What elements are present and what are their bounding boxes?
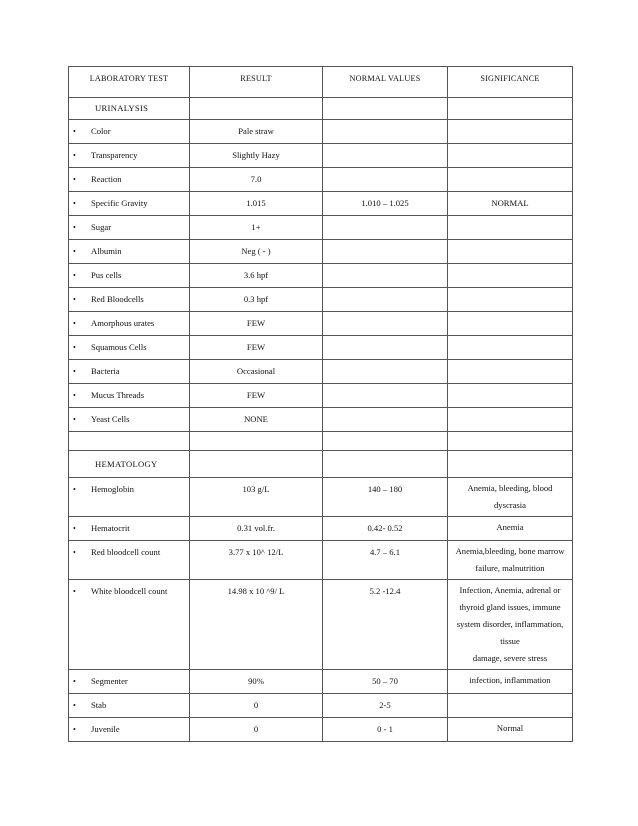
test-name-cell bbox=[69, 517, 190, 541]
test-name: Hematocrit bbox=[91, 523, 130, 533]
section-row-urinalysis bbox=[69, 98, 573, 120]
significance-cell bbox=[448, 288, 573, 312]
normal-values-cell bbox=[323, 168, 448, 192]
significance-cell: NORMAL bbox=[448, 192, 573, 216]
header-result: RESULT bbox=[190, 67, 323, 98]
significance-cell bbox=[448, 168, 573, 192]
result-cell: 0 bbox=[190, 694, 323, 718]
significance-cell bbox=[448, 517, 573, 541]
test-name-cell bbox=[69, 670, 190, 694]
test-name: Amorphous urates bbox=[91, 318, 155, 328]
test-name: Juvenile bbox=[91, 724, 120, 734]
result-cell: FEW bbox=[190, 336, 323, 360]
result-cell: Slightly Hazy bbox=[190, 144, 323, 168]
test-name: Transparency bbox=[91, 150, 138, 160]
spacer-row bbox=[69, 432, 573, 451]
test-name-cell bbox=[69, 694, 190, 718]
result-cell: 0.3 hpf bbox=[190, 288, 323, 312]
test-name: Bacteria bbox=[91, 366, 120, 376]
test-name: Pus cells bbox=[91, 270, 122, 280]
bullet-icon: • bbox=[73, 391, 76, 400]
test-name: Albumin bbox=[91, 246, 122, 256]
significance-line: Normal bbox=[496, 723, 524, 733]
normal-values-cell: 4.7 – 6.1 bbox=[323, 541, 448, 580]
bullet-icon: • bbox=[73, 485, 76, 494]
test-name-cell bbox=[69, 541, 190, 580]
result-cell: 3.77 x 10^ 12/L bbox=[190, 541, 323, 580]
significance-line: system disorder, inflammation, bbox=[456, 619, 564, 629]
test-name-cell bbox=[69, 384, 190, 408]
result-cell: 14.98 x 10 ^9/ L bbox=[190, 580, 323, 670]
table-row bbox=[69, 240, 573, 264]
bullet-icon: • bbox=[73, 271, 76, 280]
normal-values-cell bbox=[323, 384, 448, 408]
bullet-icon: • bbox=[73, 319, 76, 328]
normal-values-cell bbox=[323, 144, 448, 168]
normal-values-cell bbox=[323, 264, 448, 288]
lab-results-table bbox=[68, 66, 573, 742]
bullet-icon: • bbox=[73, 247, 76, 256]
test-name: Specific Gravity bbox=[91, 198, 148, 208]
table-row bbox=[69, 216, 573, 240]
normal-values-cell: 5.2 -12.4 bbox=[323, 580, 448, 670]
test-name: Red Bloodcells bbox=[91, 294, 144, 304]
test-name-cell bbox=[69, 360, 190, 384]
result-cell: 3.6 hpf bbox=[190, 264, 323, 288]
table-row bbox=[69, 580, 573, 670]
test-name-cell bbox=[69, 216, 190, 240]
bullet-icon: • bbox=[73, 548, 76, 557]
normal-values-cell: 140 – 180 bbox=[323, 478, 448, 517]
significance-cell bbox=[448, 478, 573, 517]
significance-line: Anemia bbox=[496, 522, 524, 532]
header-normal-values: NORMAL VALUES bbox=[323, 67, 448, 98]
test-name-cell bbox=[69, 144, 190, 168]
bullet-icon: • bbox=[73, 127, 76, 136]
bullet-icon: • bbox=[73, 175, 76, 184]
normal-values-cell: 50 – 70 bbox=[323, 670, 448, 694]
test-name-cell bbox=[69, 192, 190, 216]
test-name-cell bbox=[69, 580, 190, 670]
test-name: Yeast Cells bbox=[91, 414, 130, 424]
bullet-icon: • bbox=[73, 524, 76, 533]
test-name-cell bbox=[69, 336, 190, 360]
table-row bbox=[69, 408, 573, 432]
header-significance: SIGNIFICANCE bbox=[448, 67, 573, 98]
bullet-icon: • bbox=[73, 223, 76, 232]
normal-values-cell: 2-5 bbox=[323, 694, 448, 718]
significance-cell bbox=[448, 384, 573, 408]
test-name: White bloodcell count bbox=[91, 586, 168, 596]
result-cell: FEW bbox=[190, 312, 323, 336]
significance-line: tissue bbox=[500, 636, 520, 646]
normal-values-cell: 0.42- 0.52 bbox=[323, 517, 448, 541]
result-cell: NONE bbox=[190, 408, 323, 432]
bullet-icon: • bbox=[73, 725, 76, 734]
normal-values-cell bbox=[323, 216, 448, 240]
bullet-icon: • bbox=[73, 151, 76, 160]
test-name-cell bbox=[69, 240, 190, 264]
test-name-cell bbox=[69, 120, 190, 144]
bullet-icon: • bbox=[73, 677, 76, 686]
normal-values-cell bbox=[323, 240, 448, 264]
normal-values-cell: 1.010 – 1.025 bbox=[323, 192, 448, 216]
table-row bbox=[69, 541, 573, 580]
test-name: Stab bbox=[91, 700, 107, 710]
significance-cell bbox=[448, 120, 573, 144]
significance-cell bbox=[448, 541, 573, 580]
significance-line: Infection, Anemia, adrenal or bbox=[459, 585, 561, 595]
test-name: Segmenter bbox=[91, 676, 128, 686]
result-cell: 1.015 bbox=[190, 192, 323, 216]
bullet-icon: • bbox=[73, 343, 76, 352]
test-name: Sugar bbox=[91, 222, 112, 232]
test-name-cell bbox=[69, 288, 190, 312]
result-cell: 103 g/L bbox=[190, 478, 323, 517]
normal-values-cell bbox=[323, 288, 448, 312]
bullet-icon: • bbox=[73, 701, 76, 710]
significance-line: damage, severe stress bbox=[472, 653, 548, 663]
test-name: Red bloodcell count bbox=[91, 547, 161, 557]
significance-line: Anemia,bleeding, bone marrow bbox=[455, 546, 565, 556]
significance-cell bbox=[448, 580, 573, 670]
test-name: Hemoglobin bbox=[91, 484, 134, 494]
result-cell: 90% bbox=[190, 670, 323, 694]
test-name-cell bbox=[69, 264, 190, 288]
normal-values-cell bbox=[323, 120, 448, 144]
bullet-icon: • bbox=[73, 295, 76, 304]
bullet-icon: • bbox=[73, 367, 76, 376]
test-name: Squamous Cells bbox=[91, 342, 147, 352]
normal-values-cell bbox=[323, 312, 448, 336]
header-row bbox=[69, 67, 573, 98]
test-name-cell bbox=[69, 478, 190, 517]
significance-line: Anemia, bleeding, blood bbox=[467, 483, 553, 493]
result-cell: 1+ bbox=[190, 216, 323, 240]
normal-values-cell bbox=[323, 408, 448, 432]
test-name: Mucus Threads bbox=[91, 390, 145, 400]
result-cell: Occasional bbox=[190, 360, 323, 384]
test-name-cell bbox=[69, 408, 190, 432]
significance-cell bbox=[448, 240, 573, 264]
table-row bbox=[69, 478, 573, 517]
result-cell: 0 bbox=[190, 718, 323, 742]
significance-cell bbox=[448, 216, 573, 240]
section-title-urinalysis: URINALYSIS bbox=[69, 98, 190, 120]
test-name-cell bbox=[69, 718, 190, 742]
significance-cell bbox=[448, 312, 573, 336]
significance-cell bbox=[448, 144, 573, 168]
table-row bbox=[69, 694, 573, 718]
table-row bbox=[69, 120, 573, 144]
test-name-cell bbox=[69, 168, 190, 192]
table-row bbox=[69, 168, 573, 192]
table-row bbox=[69, 517, 573, 541]
result-cell: FEW bbox=[190, 384, 323, 408]
significance-line: infection, inflammation bbox=[469, 675, 551, 685]
normal-values-cell bbox=[323, 336, 448, 360]
table-row bbox=[69, 288, 573, 312]
significance-cell bbox=[448, 264, 573, 288]
bullet-icon: • bbox=[73, 199, 76, 208]
test-name-cell bbox=[69, 312, 190, 336]
table-row bbox=[69, 192, 573, 216]
bullet-icon: • bbox=[73, 415, 76, 424]
result-cell: 7.0 bbox=[190, 168, 323, 192]
table-row bbox=[69, 312, 573, 336]
header-laboratory-test: LABORATORY TEST bbox=[69, 67, 190, 98]
table-row bbox=[69, 336, 573, 360]
table-row bbox=[69, 670, 573, 694]
result-cell: Neg ( - ) bbox=[190, 240, 323, 264]
normal-values-cell bbox=[323, 360, 448, 384]
significance-cell bbox=[448, 336, 573, 360]
normal-values-cell: 0 - 1 bbox=[323, 718, 448, 742]
section-title-hematology: HEMATOLOGY bbox=[69, 451, 190, 478]
result-cell: 0.31 vol.fr. bbox=[190, 517, 323, 541]
bullet-icon: • bbox=[73, 587, 76, 596]
table-row bbox=[69, 384, 573, 408]
section-row-hematology bbox=[69, 451, 573, 478]
significance-line: thyroid gland issues, immune bbox=[459, 602, 561, 612]
test-name: Color bbox=[91, 126, 111, 136]
test-name: Reaction bbox=[91, 174, 122, 184]
significance-cell bbox=[448, 408, 573, 432]
significance-cell bbox=[448, 670, 573, 694]
significance-line: failure, malnutrition bbox=[475, 563, 545, 573]
table-row bbox=[69, 718, 573, 742]
significance-cell bbox=[448, 718, 573, 742]
significance-line: dyscrasia bbox=[494, 500, 526, 510]
table-row bbox=[69, 360, 573, 384]
significance-cell bbox=[448, 694, 573, 718]
table-row bbox=[69, 264, 573, 288]
result-cell: Pale straw bbox=[190, 120, 323, 144]
table-row bbox=[69, 144, 573, 168]
significance-cell bbox=[448, 360, 573, 384]
